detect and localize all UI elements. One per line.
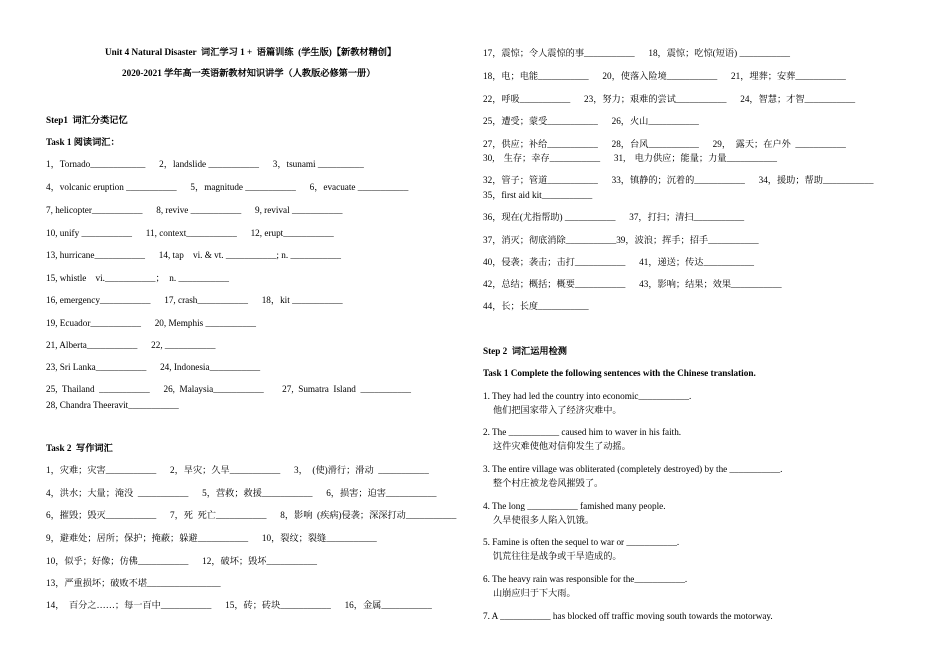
task1-line: 25, Thailand ___________ 26, Malaysia___________ 27, Sumatra Island ___________ — [46, 384, 412, 394]
sentence-en: 3. The entire village was obliterated (completely destroyed) by the ___________. — [483, 464, 783, 474]
task2-line: 4，洪水；大量；淹没 ___________ 5，营救；救援___________ 6，损害；迫害___________ — [46, 488, 437, 498]
document-title-line2: 2020-2021 学年高一英语新教材知识讲学（人教版必修第一册） — [122, 68, 376, 78]
sentence-cn: 山崩应归于下大雨。 — [493, 588, 576, 598]
sentence-en: 6. The heavy rain was responsible for the___________. — [483, 574, 688, 584]
task2-line: 6，摧毁；毁灭___________ 7，死 死亡___________ 8，影响 (疾病)侵袭；深深打动___________ — [46, 510, 457, 520]
step2-heading: Step 2 词汇运用检测 — [483, 346, 567, 356]
vocab-line: 30, 生存；幸存___________ 31, 电力供应；能量；力量___________ — [483, 153, 777, 163]
sentence-cn: 饥荒往往是战争或干旱造成的。 — [493, 551, 622, 561]
sentence-en: 2. The ___________ caused him to waver in his faith. — [483, 427, 682, 437]
vocab-line: 17，震惊；令人震惊的事___________ 18，震惊；吃惊(短语) ___________ — [483, 48, 791, 58]
task2-line: 14， 百分之……；每一百中___________ 15，砖；砖块___________ 16，金属___________ — [46, 600, 432, 610]
task2-line: 13，严重损坏；破败不堪________________ — [46, 578, 221, 588]
vocab-line: 40，侵袭；袭击；击打___________ 41，递送；传达___________ — [483, 257, 755, 267]
task1-line: 23, Sri Lanka___________ 24, Indonesia___________ — [46, 362, 261, 372]
task2-line: 9，避难处；居所；保护；掩蔽；躲避___________ 10，裂纹；裂缝___________ — [46, 533, 377, 543]
vocab-line: 44，长；长度___________ — [483, 301, 589, 311]
task2-line: 1，灾难；灾害___________ 2，旱灾；久旱___________ 3， (使)滑行；滑动 ___________ — [46, 465, 429, 475]
task1-line: 10, unify ___________ 11, context___________ 12, erupt___________ — [46, 228, 334, 238]
sentence-en: 4. The long ___________ famished many people. — [483, 501, 666, 511]
vocab-line: 25，遭受；蒙受___________ 26，火山___________ — [483, 116, 699, 126]
vocab-line: 36，现在(尤指帮助) ___________ 37，打扫；清扫___________ — [483, 212, 745, 222]
vocab-line: 22，呼吸___________ 23，努力；艰难的尝试___________ 24，智慧；才智___________ — [483, 94, 856, 104]
task1-line: 4，volcanic eruption ___________ 5，magnitude ___________ 6，evacuate ___________ — [46, 182, 409, 192]
vocab-line: 35，first aid kit___________ — [483, 190, 593, 200]
document-title-line1: Unit 4 Natural Disaster 词汇学习 1 + 语篇训练 (学生版)【新教材精创】 — [105, 47, 397, 57]
task1-line: 16, emergency___________ 17, crash___________ 18，kit ___________ — [46, 295, 343, 305]
step1-heading: Step1 词汇分类记忆 — [46, 115, 128, 125]
task1-line: 21, Alberta___________ 22, ___________ — [46, 340, 216, 350]
task1-line: 7, helicopter___________ 8, revive ___________ 9, revival ___________ — [46, 205, 343, 215]
vocab-line: 37，消灭；彻底消除___________39，波浪；挥手；招手___________ — [483, 235, 759, 245]
sentence-cn: 他们把国家带入了经济灾难中。 — [493, 405, 622, 415]
task2-line: 10，似乎；好像；仿佛___________ 12，破坏；毁坏___________ — [46, 556, 318, 566]
sentence-en: 5. Famine is often the sequel to war or ___________. — [483, 537, 680, 547]
sentence-en: 1. They had led the country into economic___________. — [483, 391, 692, 401]
vocab-line: 18，电；电能___________ 20，使落入险境___________ 21，埋葬；安葬___________ — [483, 71, 846, 81]
task2-heading: Task 2 写作词汇 — [46, 443, 113, 453]
task1-line: 1，Tornado____________ 2，landslide ___________ 3，tsunami __________ — [46, 159, 364, 169]
task1-heading: Task 1 阅读词汇： — [46, 137, 120, 147]
sentence-cn: 久旱使很多人陷入饥饿。 — [493, 515, 595, 525]
vocab-line: 32，管子；管道___________ 33，镇静的；沉着的___________ 34，援助；帮助___________ — [483, 175, 874, 185]
right-column — [480, 0, 950, 672]
step2-task1-heading: Task 1 Complete the following sentences with the Chinese translation. — [483, 368, 756, 378]
vocab-line: 27，供应；补给___________ 28，台风___________ 29， 露天；在户外 ___________ — [483, 139, 846, 149]
task1-line: 19, Ecuador___________ 20, Memphis ___________ — [46, 318, 257, 328]
sentence-cn: 整个村庄被龙卷风摧毁了。 — [493, 478, 604, 488]
task1-line: 15, whistle vi.___________； n. ___________ — [46, 273, 229, 283]
task1-line: 13, hurricane___________ 14, tap vi. & vt. ___________; n. ___________ — [46, 250, 341, 260]
task1-line: 28, Chandra Theeravit___________ — [46, 400, 179, 410]
sentence-en: 7. A ___________ has blocked off traffic moving south towards the motorway. — [483, 611, 773, 621]
vocab-line: 42，总结；概括；概要___________ 43，影响；结果；效果___________ — [483, 279, 782, 289]
sentence-cn: 这件灾难使他对信仰发生了动摇。 — [493, 441, 631, 451]
